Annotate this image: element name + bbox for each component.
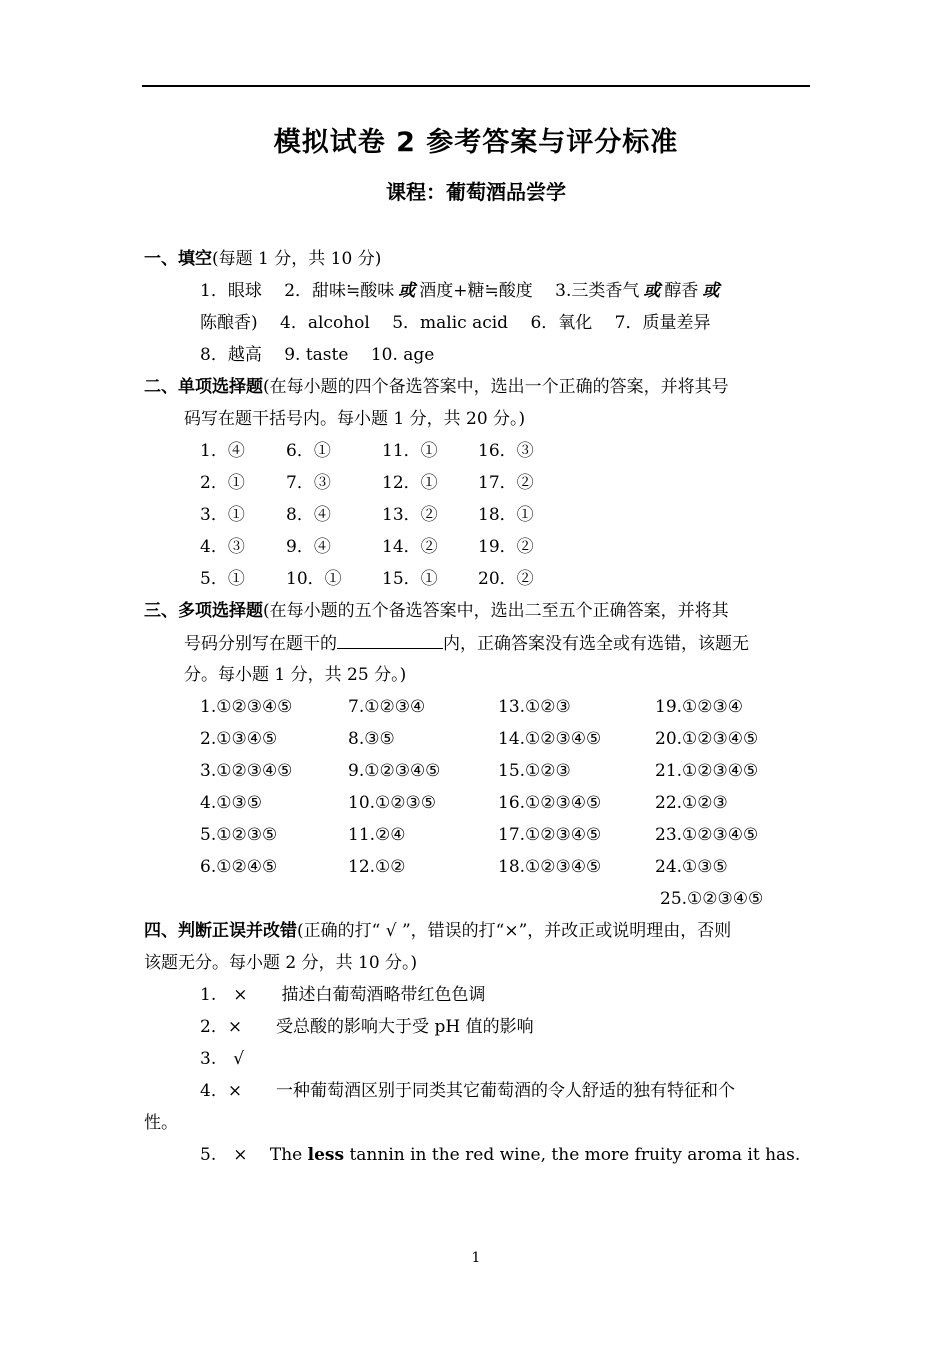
judge-answer-3: 3. √ <box>200 1049 245 1069</box>
multi-choice-answer: 24.①③⑤ <box>655 857 728 877</box>
section3-heading: 三、多项选择题 <box>144 601 263 621</box>
multi-choice-answer: 8.③⑤ <box>348 729 395 749</box>
fill-answer-1-2: 1．眼球 2．甜味≒酸味 <box>200 281 395 301</box>
judge-answer-5-a: 5. × The <box>200 1145 303 1165</box>
multi-choice-answer: 20.①②③④⑤ <box>655 729 759 749</box>
judge-answer-1: 1. × 描述白葡萄酒略带红色色调 <box>200 985 486 1005</box>
multi-choice-answer: 12.①② <box>348 857 406 877</box>
or-word: 或 <box>643 281 661 301</box>
page-title: 模拟试卷 2 参考答案与评分标准 <box>273 127 679 158</box>
page-number: 1 <box>471 1250 481 1266</box>
section1-line2: 陈酿香) 4．alcohol 5．malic acid 6．氧化 7．质量差异 <box>200 313 711 333</box>
single-choice-answer: 16．③ <box>478 441 534 461</box>
section4-note: (正确的打“ √ ”，错误的打“×”，并改正或说明理由，否则 <box>297 921 732 941</box>
multi-choice-answer: 16.①②③④⑤ <box>498 793 602 813</box>
course-subtitle: 课程：葡萄酒品尝学 <box>386 180 566 204</box>
section2-note: (在每小题的四个备选答案中，选出一个正确的答案，并将其号 <box>263 377 729 397</box>
top-rule <box>142 85 810 87</box>
section1-note: (每题 1 分，共 10 分) <box>212 249 382 269</box>
single-choice-answer: 6．① <box>286 441 331 461</box>
multi-choice-answer: 1.①②③④⑤ <box>200 697 293 717</box>
single-choice-answer: 15．① <box>382 569 438 589</box>
single-choice-answer: 12．① <box>382 473 438 493</box>
section1-heading: 一、填空 <box>144 249 212 269</box>
answer-blank <box>337 632 443 649</box>
judge-answer-4: 4．× 一种葡萄酒区别于同类其它葡萄酒的令人舒适的独有特征和个 <box>200 1081 736 1101</box>
section3-note-line2 <box>184 632 749 655</box>
section3-heading-line <box>144 600 729 622</box>
single-choice-answer: 18．① <box>478 505 534 525</box>
multi-choice-answer: 15.①②③ <box>498 761 571 781</box>
judge-answer-5 <box>200 1144 800 1166</box>
single-choice-answer: 20．② <box>478 569 534 589</box>
single-choice-answer: 1．④ <box>200 441 245 461</box>
judge-answer-5-bold: less <box>307 1145 345 1165</box>
single-choice-answer: 7．③ <box>286 473 331 493</box>
section3-note-2a: 号码分别写在题干的 <box>184 634 337 654</box>
section3-note-2b: 内，正确答案没有选全或有选错，该题无 <box>443 634 749 654</box>
single-choice-answer: 10．① <box>286 569 342 589</box>
multi-choice-answer: 10.①②③⑤ <box>348 793 436 813</box>
single-choice-answer: 9．④ <box>286 537 331 557</box>
single-choice-answer: 8．④ <box>286 505 331 525</box>
judge-answer-5-c: tannin in the red wine, the more fruity aroma it has. <box>349 1145 801 1165</box>
fill-answer-2-3: 酒度+糖≒酸度 3.三类香气 <box>419 281 640 301</box>
single-choice-answer: 5．① <box>200 569 245 589</box>
section2-heading: 二、单项选择题 <box>144 377 263 397</box>
section3-note-line3: 分。每小题 1 分，共 25 分。) <box>184 665 407 685</box>
section4-note-line2: 该题无分。每小题 2 分，共 10 分。) <box>144 953 418 973</box>
multi-choice-answer: 5.①②③⑤ <box>200 825 278 845</box>
section2-heading-line <box>144 376 729 398</box>
multi-choice-answer: 21.①②③④⑤ <box>655 761 759 781</box>
single-choice-answer: 2．① <box>200 473 245 493</box>
multi-choice-answer: 22.①②③ <box>655 793 728 813</box>
multi-answer-25: 25.①②③④⑤ <box>660 889 764 909</box>
multi-choice-answer: 14.①②③④⑤ <box>498 729 602 749</box>
multi-choice-answer: 6.①②④⑤ <box>200 857 278 877</box>
section1-line3: 8．越高 9. taste 10. age <box>200 345 435 365</box>
multi-choice-answer: 17.①②③④⑤ <box>498 825 602 845</box>
multi-choice-answer: 19.①②③④ <box>655 697 743 717</box>
multi-choice-answer: 13.①②③ <box>498 697 571 717</box>
single-choice-answer: 19．② <box>478 537 534 557</box>
judge-answer-2: 2．× 受总酸的影响大于受 pH 值的影响 <box>200 1017 534 1037</box>
single-choice-answer: 11．① <box>382 441 438 461</box>
judge-answer-4-cont: 性。 <box>144 1113 178 1133</box>
multi-choice-answer: 11.②④ <box>348 825 406 845</box>
multi-choice-answer: 2.①③④⑤ <box>200 729 278 749</box>
single-choice-answer: 17．② <box>478 473 534 493</box>
section4-heading-line <box>144 920 731 942</box>
multi-choice-answer: 9.①②③④⑤ <box>348 761 441 781</box>
multi-choice-answer: 7.①②③④ <box>348 697 426 717</box>
section3-note: (在每小题的五个备选答案中，选出二至五个正确答案，并将其 <box>263 601 729 621</box>
section1-heading-line <box>144 248 381 270</box>
multi-choice-answer: 3.①②③④⑤ <box>200 761 293 781</box>
section4-heading: 四、判断正误并改错 <box>144 921 297 941</box>
or-word: 或 <box>702 281 720 301</box>
single-choice-answer: 13．② <box>382 505 438 525</box>
or-word: 或 <box>398 281 416 301</box>
single-choice-answer: 3．① <box>200 505 245 525</box>
multi-choice-answer: 23.①②③④⑤ <box>655 825 759 845</box>
single-choice-answer: 4．③ <box>200 537 245 557</box>
multi-choice-answer: 18.①②③④⑤ <box>498 857 602 877</box>
multi-choice-answer: 4.①③⑤ <box>200 793 262 813</box>
single-choice-answer: 14．② <box>382 537 438 557</box>
section2-note-line2: 码写在题干括号内。每小题 1 分，共 20 分。) <box>184 409 526 429</box>
fill-answer-3b: 醇香 <box>664 281 699 301</box>
section1-line1 <box>200 280 723 302</box>
